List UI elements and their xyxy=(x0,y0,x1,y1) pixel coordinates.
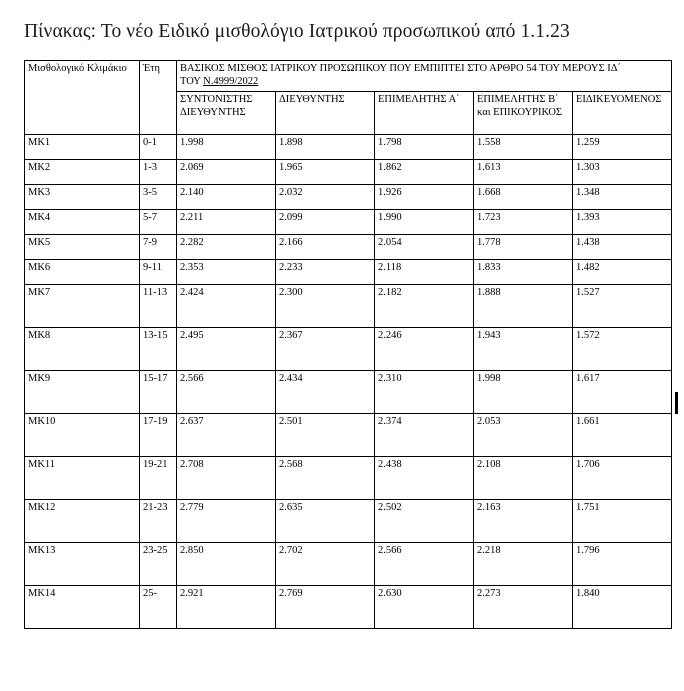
cell-eidikeyomenos: 1.706 xyxy=(573,456,672,499)
cell-klimakio: ΜΚ7 xyxy=(25,284,140,327)
cell-klimakio: ΜΚ5 xyxy=(25,234,140,259)
table-row xyxy=(25,159,672,184)
cell-syntonistis: 2.495 xyxy=(177,327,276,370)
cell-epimelitis-b: 1.613 xyxy=(474,159,573,184)
cell-eidikeyomenos: 1.482 xyxy=(573,259,672,284)
cell-syntonistis: 2.637 xyxy=(177,413,276,456)
cell-eti: 11-13 xyxy=(140,284,177,327)
table-row xyxy=(25,585,672,628)
header-span-line1: ΒΑΣΙΚΟΣ ΜΙΣΘΟΣ ΙΑΤΡΙΚΟΥ ΠΡΟΣΩΠΙΚΟΥ ΠΟΥ ΕΜΠΙΠΤΕΙ ΣΤΟ ΑΡΘΡΟ 54 ΤΟΥ ΜΕΡΟΥΣ ΙΔ΄ xyxy=(180,63,621,75)
cell-epimelitis-b: 1.943 xyxy=(474,327,573,370)
cell-eti: 23-25 xyxy=(140,542,177,585)
header-klimakio: Μισθολογικό Κλιμάκιο xyxy=(25,61,140,135)
cell-epimelitis-a: 1.990 xyxy=(375,209,474,234)
cell-epimelitis-b: 2.108 xyxy=(474,456,573,499)
cell-epimelitis-a: 2.566 xyxy=(375,542,474,585)
cell-syntonistis: 2.140 xyxy=(177,184,276,209)
cell-diefthyntis: 2.166 xyxy=(276,234,375,259)
table-row xyxy=(25,499,672,542)
header-eti: Έτη xyxy=(140,61,177,135)
header-subcol-epimelitis-a: ΕΠΙΜΕΛΗΤΗΣ Α΄ xyxy=(375,91,474,134)
table-row xyxy=(25,184,672,209)
table-row xyxy=(25,259,672,284)
cell-syntonistis: 2.779 xyxy=(177,499,276,542)
table-row xyxy=(25,456,672,499)
cell-eti: 15-17 xyxy=(140,370,177,413)
header-subcol-eidikeyomenos: ΕΙΔΙΚΕΥΟΜΕΝΟΣ xyxy=(573,91,672,134)
header-subcol-epimelitis-b: ΕΠΙΜΕΛΗΤΗΣ Β΄ και ΕΠΙΚΟΥΡΙΚΟΣ xyxy=(474,91,573,134)
cell-eti: 13-15 xyxy=(140,327,177,370)
cell-klimakio: ΜΚ2 xyxy=(25,159,140,184)
cell-diefthyntis: 2.099 xyxy=(276,209,375,234)
cell-eti: 3-5 xyxy=(140,184,177,209)
cell-epimelitis-a: 2.438 xyxy=(375,456,474,499)
cell-syntonistis: 2.850 xyxy=(177,542,276,585)
cell-klimakio: ΜΚ1 xyxy=(25,134,140,159)
table-row xyxy=(25,234,672,259)
cell-diefthyntis: 2.635 xyxy=(276,499,375,542)
cell-epimelitis-b: 1.558 xyxy=(474,134,573,159)
cell-eidikeyomenos: 1.527 xyxy=(573,284,672,327)
header-span-line2-prefix: ΤΟΥ xyxy=(180,76,204,88)
cell-eidikeyomenos: 1.259 xyxy=(573,134,672,159)
cell-syntonistis: 2.353 xyxy=(177,259,276,284)
cell-diefthyntis: 2.769 xyxy=(276,585,375,628)
cell-eidikeyomenos: 1.393 xyxy=(573,209,672,234)
cell-epimelitis-a: 2.310 xyxy=(375,370,474,413)
cell-diefthyntis: 2.032 xyxy=(276,184,375,209)
cell-diefthyntis: 2.434 xyxy=(276,370,375,413)
cell-klimakio: ΜΚ6 xyxy=(25,259,140,284)
cell-epimelitis-b: 1.723 xyxy=(474,209,573,234)
cell-syntonistis: 2.424 xyxy=(177,284,276,327)
page-edge-marker xyxy=(675,392,678,414)
cell-epimelitis-a: 2.630 xyxy=(375,585,474,628)
cell-epimelitis-b: 2.163 xyxy=(474,499,573,542)
cell-diefthyntis: 1.898 xyxy=(276,134,375,159)
cell-diefthyntis: 1.965 xyxy=(276,159,375,184)
cell-epimelitis-b: 1.833 xyxy=(474,259,573,284)
cell-epimelitis-a: 2.118 xyxy=(375,259,474,284)
table-row xyxy=(25,209,672,234)
cell-diefthyntis: 2.233 xyxy=(276,259,375,284)
header-subcol-syntonistis: ΣΥΝΤΟΝΙΣΤΗΣ ΔΙΕΥΘΥΝΤΗΣ xyxy=(177,91,276,134)
salary-table xyxy=(24,60,672,629)
cell-eidikeyomenos: 1.751 xyxy=(573,499,672,542)
cell-eidikeyomenos: 1.796 xyxy=(573,542,672,585)
cell-klimakio: ΜΚ14 xyxy=(25,585,140,628)
cell-syntonistis: 2.282 xyxy=(177,234,276,259)
cell-klimakio: ΜΚ13 xyxy=(25,542,140,585)
table-header-row-1 xyxy=(25,61,672,92)
cell-eidikeyomenos: 1.661 xyxy=(573,413,672,456)
cell-epimelitis-a: 2.182 xyxy=(375,284,474,327)
cell-epimelitis-b: 1.888 xyxy=(474,284,573,327)
cell-klimakio: ΜΚ11 xyxy=(25,456,140,499)
cell-eidikeyomenos: 1.303 xyxy=(573,159,672,184)
cell-syntonistis: 2.921 xyxy=(177,585,276,628)
cell-klimakio: ΜΚ10 xyxy=(25,413,140,456)
cell-eti: 25- xyxy=(140,585,177,628)
cell-klimakio: ΜΚ9 xyxy=(25,370,140,413)
cell-eidikeyomenos: 1.617 xyxy=(573,370,672,413)
cell-eti: 5-7 xyxy=(140,209,177,234)
page-title: Πίνακας: Το νέο Ειδικό μισθολόγιο Ιατρικού προσωπικού από 1.1.23 xyxy=(24,21,570,42)
table-row xyxy=(25,327,672,370)
cell-epimelitis-b: 2.053 xyxy=(474,413,573,456)
cell-eti: 7-9 xyxy=(140,234,177,259)
table-row xyxy=(25,134,672,159)
cell-eti: 9-11 xyxy=(140,259,177,284)
cell-diefthyntis: 2.568 xyxy=(276,456,375,499)
cell-eidikeyomenos: 1.348 xyxy=(573,184,672,209)
cell-epimelitis-a: 2.502 xyxy=(375,499,474,542)
cell-eidikeyomenos: 1.572 xyxy=(573,327,672,370)
table-row xyxy=(25,284,672,327)
cell-syntonistis: 2.566 xyxy=(177,370,276,413)
cell-syntonistis: 1.998 xyxy=(177,134,276,159)
cell-klimakio: ΜΚ4 xyxy=(25,209,140,234)
cell-eti: 17-19 xyxy=(140,413,177,456)
cell-klimakio: ΜΚ3 xyxy=(25,184,140,209)
cell-epimelitis-a: 2.374 xyxy=(375,413,474,456)
cell-diefthyntis: 2.501 xyxy=(276,413,375,456)
table-body xyxy=(25,134,672,628)
cell-epimelitis-a: 1.862 xyxy=(375,159,474,184)
cell-epimelitis-a: 2.246 xyxy=(375,327,474,370)
cell-eti: 21-23 xyxy=(140,499,177,542)
cell-klimakio: ΜΚ8 xyxy=(25,327,140,370)
cell-diefthyntis: 2.702 xyxy=(276,542,375,585)
cell-syntonistis: 2.708 xyxy=(177,456,276,499)
table-row xyxy=(25,413,672,456)
table-row xyxy=(25,370,672,413)
header-law-link[interactable]: Ν.4999/2022 xyxy=(203,76,259,88)
cell-epimelitis-b: 1.778 xyxy=(474,234,573,259)
cell-diefthyntis: 2.300 xyxy=(276,284,375,327)
cell-syntonistis: 2.211 xyxy=(177,209,276,234)
table-row xyxy=(25,542,672,585)
cell-eti: 1-3 xyxy=(140,159,177,184)
cell-eidikeyomenos: 1.438 xyxy=(573,234,672,259)
cell-epimelitis-b: 1.668 xyxy=(474,184,573,209)
cell-diefthyntis: 2.367 xyxy=(276,327,375,370)
cell-klimakio: ΜΚ12 xyxy=(25,499,140,542)
cell-epimelitis-b: 2.273 xyxy=(474,585,573,628)
cell-epimelitis-b: 1.998 xyxy=(474,370,573,413)
cell-epimelitis-a: 1.926 xyxy=(375,184,474,209)
cell-epimelitis-b: 2.218 xyxy=(474,542,573,585)
cell-eti: 19-21 xyxy=(140,456,177,499)
cell-syntonistis: 2.069 xyxy=(177,159,276,184)
cell-epimelitis-a: 2.054 xyxy=(375,234,474,259)
header-span-title xyxy=(177,61,672,92)
cell-eti: 0-1 xyxy=(140,134,177,159)
header-subcol-diefthyntis: ΔΙΕΥΘΥΝΤΗΣ xyxy=(276,91,375,134)
cell-eidikeyomenos: 1.840 xyxy=(573,585,672,628)
cell-epimelitis-a: 1.798 xyxy=(375,134,474,159)
